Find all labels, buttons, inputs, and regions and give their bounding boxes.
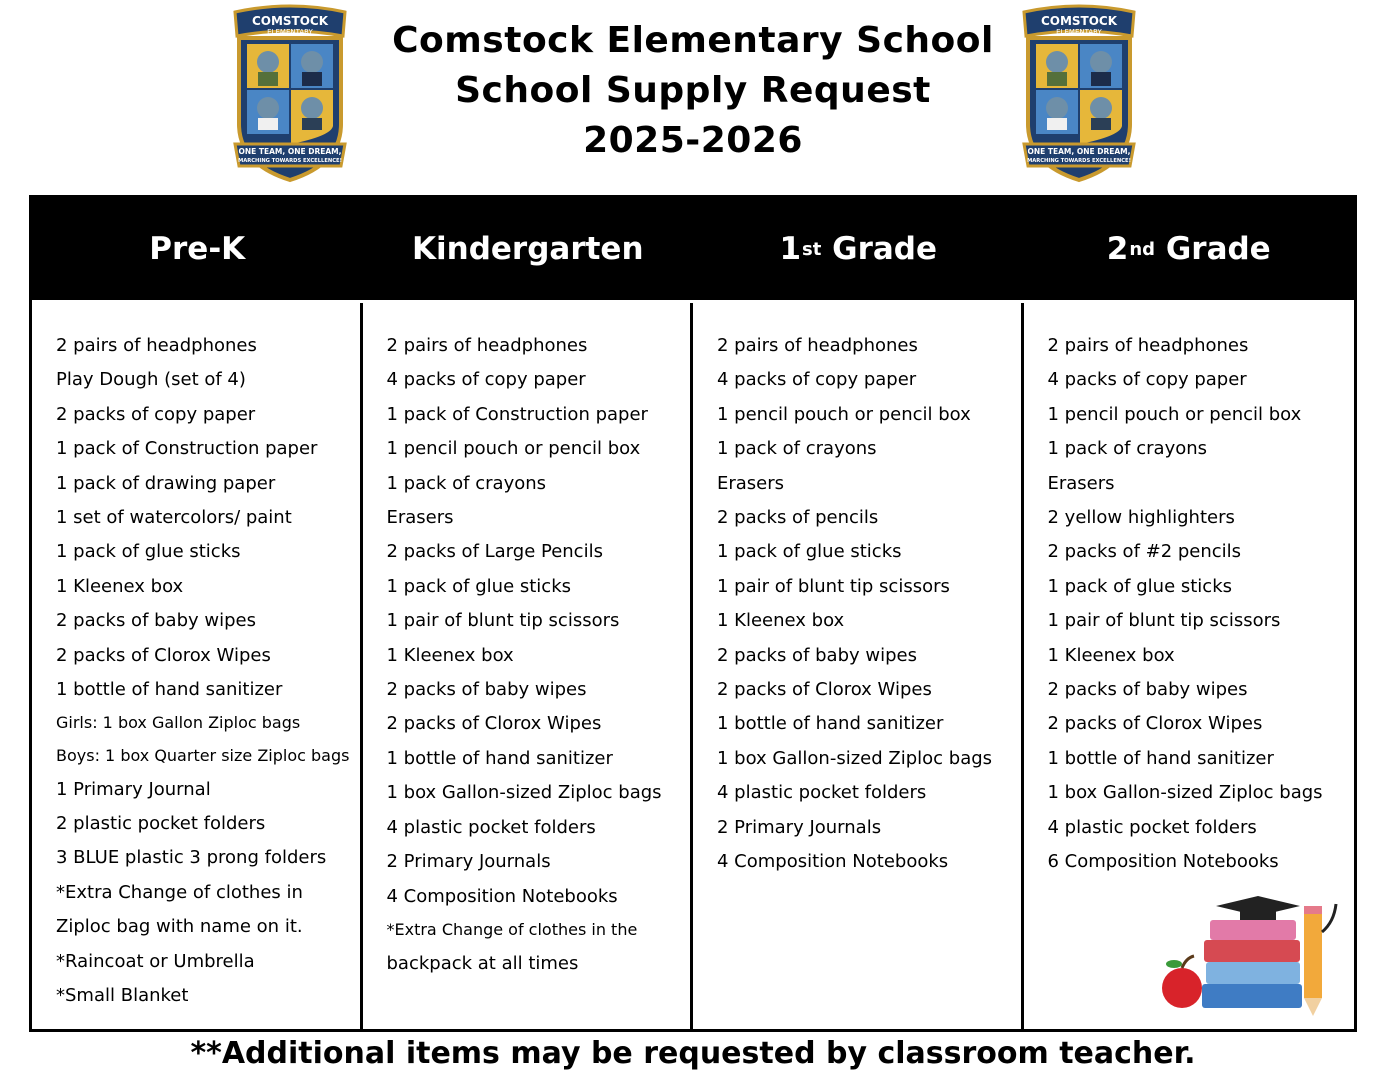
supply-item: 1 pack of Construction paper [56, 438, 318, 460]
supply-item: 2 packs of copy paper [56, 403, 256, 425]
supply-item: 1 bottle of hand sanitizer [386, 747, 613, 769]
supply-item: 4 Composition Notebooks [717, 851, 949, 873]
supply-item: Ziploc bag with name on it. [56, 916, 303, 938]
supply-item: 1 pack of glue sticks [1047, 575, 1233, 597]
supply-item: Play Dough (set of 4) [56, 369, 246, 391]
supply-item: 1 box Gallon-sized Ziploc bags [386, 782, 662, 804]
header-sup: nd [1129, 238, 1156, 260]
supply-item: Erasers [386, 507, 454, 529]
school-crest-left [231, 4, 349, 186]
crest-shield-icon [1020, 4, 1138, 186]
supply-item: 2 pairs of headphones [1047, 335, 1249, 356]
header-sup: st [802, 238, 822, 260]
supply-item: 2 packs of Clorox Wipes [386, 713, 602, 735]
supply-item: 1 Kleenex box [386, 644, 514, 666]
supply-item: 1 bottle of hand sanitizer [717, 713, 944, 735]
supply-item: 2 packs of baby wipes [717, 644, 917, 666]
supply-item: 1 pencil pouch or pencil box [717, 403, 971, 425]
supply-item: *Small Blanket [56, 985, 189, 1007]
supply-item: 4 plastic pocket folders [386, 816, 596, 838]
supply-item: 2 pairs of headphones [386, 335, 588, 356]
supply-item: 2 packs of pencils [717, 507, 879, 529]
header-num: 1 [779, 231, 802, 267]
supply-item: 2 packs of Clorox Wipes [56, 644, 271, 666]
supply-list-first-grade [693, 303, 1024, 1029]
supply-item: 1 pair of blunt tip scissors [386, 610, 620, 632]
supply-item: Erasers [717, 472, 785, 494]
supply-list-prek [32, 303, 363, 1029]
title-school: Comstock Elementary School [392, 20, 994, 61]
supply-item: 1 box Gallon-sized Ziploc bags [1047, 782, 1323, 804]
supply-item: 1 Kleenex box [717, 610, 845, 632]
supply-item: 1 pencil pouch or pencil box [386, 438, 641, 460]
supply-item: 2 packs of Clorox Wipes [1047, 713, 1263, 735]
supply-item: 4 plastic pocket folders [717, 782, 927, 804]
page-title [350, 16, 1036, 166]
supply-item: 1 pack of glue sticks [56, 541, 241, 563]
header-label: Pre-K [149, 231, 246, 267]
supply-item: *Extra Change of clothes in [56, 881, 303, 903]
supply-item: 1 pencil pouch or pencil box [1047, 403, 1302, 425]
supply-item: 1 pack of drawing paper [56, 472, 276, 494]
supply-item: 4 plastic pocket folders [1047, 816, 1257, 838]
crest-motto-2: MARCHING TOWARDS EXCELLENCE! [238, 158, 342, 164]
supply-item: 1 Primary Journal [56, 778, 211, 800]
supply-item: 1 pack of crayons [386, 472, 547, 494]
header-rest: Grade [821, 231, 938, 267]
supply-item: 3 BLUE plastic 3 prong folders [56, 847, 327, 869]
supply-item: 1 box Gallon-sized Ziploc bags [717, 747, 993, 769]
supply-item: 1 bottle of hand sanitizer [56, 679, 283, 701]
supply-item: 6 Composition Notebooks [1047, 851, 1279, 873]
column-header-first-grade [693, 198, 1024, 303]
supply-list-kindergarten [363, 303, 694, 1029]
supply-item: 1 pack of glue sticks [386, 575, 572, 597]
crest-sub: ELEMENTARY [267, 28, 313, 36]
supply-item: *Raincoat or Umbrella [56, 950, 255, 972]
header-label: Kindergarten [411, 231, 644, 267]
supply-item: 1 Kleenex box [56, 575, 184, 597]
crest-motto-2: MARCHING TOWARDS EXCELLENCE! [1027, 158, 1131, 164]
supply-item: 2 plastic pocket folders [56, 813, 266, 835]
supply-item: 4 packs of copy paper [1047, 369, 1247, 391]
supply-item: 2 packs of baby wipes [1047, 679, 1248, 701]
supply-item: 2 pairs of headphones [56, 335, 257, 356]
supply-item: 2 packs of Clorox Wipes [717, 679, 932, 701]
supply-item: 2 Primary Journals [717, 816, 882, 838]
supply-item: 4 Composition Notebooks [386, 885, 618, 907]
supply-item: 1 Kleenex box [1047, 644, 1175, 666]
supply-item: backpack at all times [386, 952, 579, 974]
crest-name: COMSTOCK [251, 14, 329, 28]
title-request: School Supply Request [455, 70, 931, 111]
header-num: 2 [1106, 231, 1129, 267]
supply-item: Girls: 1 box Gallon Ziploc bags [56, 713, 301, 733]
crest-name: COMSTOCK [1040, 14, 1118, 28]
supply-item: 2 pairs of headphones [717, 335, 918, 356]
supply-item: 2 packs of baby wipes [386, 679, 587, 701]
supply-item: 2 yellow highlighters [1047, 507, 1235, 529]
supply-item: Erasers [1047, 472, 1115, 494]
supply-item: Boys: 1 box Quarter size Ziploc bags [56, 746, 350, 766]
supply-item: 2 packs of #2 pencils [1047, 541, 1242, 563]
supply-item: 1 pack of crayons [1047, 438, 1208, 460]
column-header-second-grade [1024, 198, 1355, 303]
footer-note: **Additional items may be requested by classroom teacher. [190, 1036, 1196, 1071]
supply-item: 1 set of watercolors/ paint [56, 507, 292, 529]
supply-item: *Extra Change of clothes in the [386, 919, 638, 939]
supply-item: 4 packs of copy paper [717, 369, 917, 391]
books-pencil-apple-icon [1158, 892, 1343, 1017]
supply-item: 2 packs of baby wipes [56, 610, 256, 632]
supply-item: 2 packs of Large Pencils [386, 541, 603, 563]
header-rest: Grade [1155, 231, 1271, 267]
supply-item: 1 pack of Construction paper [386, 403, 648, 425]
crest-sub: ELEMENTARY [1056, 28, 1102, 36]
column-header-kindergarten [363, 198, 694, 303]
crest-motto-1: ONE TEAM, ONE DREAM, [1027, 147, 1131, 156]
title-year: 2025-2026 [583, 120, 803, 161]
crest-shield-icon [231, 4, 349, 186]
supply-item: 1 bottle of hand sanitizer [1047, 747, 1274, 769]
supply-item: 4 packs of copy paper [386, 369, 586, 391]
supply-item: 2 Primary Journals [386, 851, 551, 873]
crest-motto-1: ONE TEAM, ONE DREAM, [238, 147, 342, 156]
school-crest-right [1020, 4, 1138, 186]
column-header-prek [32, 198, 363, 303]
supply-item: 1 pack of glue sticks [717, 541, 902, 563]
supply-item: 1 pair of blunt tip scissors [1047, 610, 1281, 632]
supply-item: 1 pack of crayons [717, 438, 877, 460]
supply-item: 1 pair of blunt tip scissors [717, 575, 950, 597]
